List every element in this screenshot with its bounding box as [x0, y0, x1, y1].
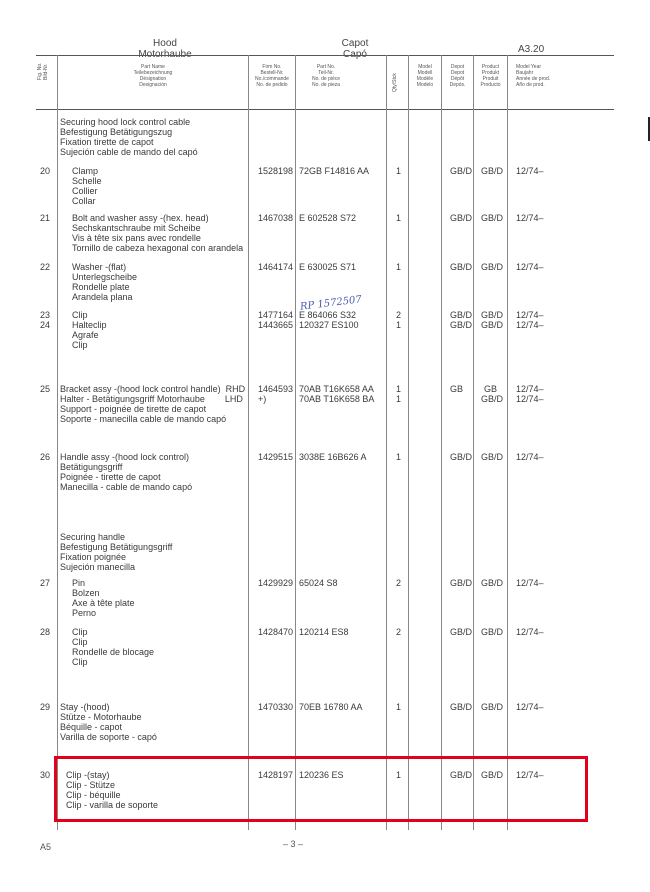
depot: GB/D: [450, 578, 473, 588]
part-name: Bracket assy -(hood lock control handle) RHD Halter - Betätigungsgriff Motorhaube LHD Support - poignée de tirette de capot Soporte - manecilla cable de mando capó: [60, 384, 246, 424]
page-number: – 3 –: [283, 839, 304, 849]
col-sep: [507, 55, 508, 830]
colhead-year: Model Year Baujahr Année de prod. Año de prod.: [516, 64, 551, 88]
quantity: 1: [396, 166, 402, 176]
part-name: Stay -(hood) Stütze - Motorhaube Béquille - capot Varilla de soporte - capó: [60, 702, 157, 742]
part-name: Clip Clip Rondelle de blocage Clip: [72, 627, 155, 667]
part-number: 120236 ES: [299, 770, 344, 780]
part-number: E 630025 S71: [299, 262, 357, 272]
part-name: Clamp Schelle Collier Collar: [72, 166, 102, 206]
section-heading: Securing handle Befestigung Betätigungsgriff Fixation poignée Sujeción manecilla: [60, 532, 173, 572]
quantity: 1: [396, 213, 402, 223]
model-year: 12/74– 12/74–: [516, 310, 544, 330]
col-sep: [248, 55, 249, 830]
part-name: Pin Bolzen Axe à tête plate Perno: [72, 578, 135, 618]
firm-number: 1467038: [258, 213, 294, 223]
part-name: Bolt and washer assy -(hex. head) Sechskantschraube mit Scheibe Vis à tête six pans avec rondelle Tornillo de cabeza hexagonal con arandela: [72, 213, 244, 253]
product: GB/D: [481, 262, 504, 272]
model-year: 12/74–: [516, 166, 544, 176]
part-number: 72GB F14816 AA: [299, 166, 370, 176]
col-sep: [473, 55, 474, 830]
model-year: 12/74–: [516, 213, 544, 223]
col-sep: [295, 55, 296, 830]
quantity: 2: [396, 578, 402, 588]
part-number: 120214 ES8: [299, 627, 349, 637]
colhead-firm: Firm No. Bestell-Nr. No./commande No. de pedido: [255, 64, 289, 88]
quantity: 2: [396, 627, 402, 637]
part-number: 70EB 16780 AA: [299, 702, 363, 712]
depot: GB/D: [450, 770, 473, 780]
section-heading: Securing hood lock control cable Befestigung Betätigungszug Fixation tirette de capot Sujeción cable de mando del capó: [60, 117, 198, 157]
part-number: 70AB T16K658 AA 70AB T16K658 BA: [299, 384, 375, 404]
title-fr-es: [300, 38, 410, 60]
product: GB/D GB/D: [481, 310, 504, 330]
fig-number: 21: [40, 213, 51, 223]
colhead-qty: Qty/Stck: [392, 73, 398, 92]
product: GB/D: [481, 770, 504, 780]
firm-number: 1429515: [258, 452, 294, 462]
part-number: 3038E 16B626 A: [299, 452, 367, 462]
title-en: Hood: [153, 38, 177, 49]
colhead-product: Product Produkt Produit Producto: [480, 64, 501, 88]
quantity: 2 1: [396, 310, 402, 330]
product: GB GB/D: [481, 384, 504, 404]
title-fr: Capot: [341, 38, 369, 49]
highlight-box: [54, 756, 588, 822]
part-name: Clip -(stay) Clip - Stütze Clip - béquille Clip - varilla de soporte: [66, 770, 159, 810]
fig-number: 25: [40, 384, 51, 394]
model-year: 12/74– 12/74–: [516, 384, 544, 404]
depot: GB/D: [450, 627, 473, 637]
col-sep: [408, 55, 409, 830]
fig-number: 20: [40, 166, 51, 176]
part-name: Clip Halteclip Agrafe Clip: [72, 310, 107, 350]
quantity: 1: [396, 770, 402, 780]
depot: GB: [450, 384, 464, 394]
depot: GB/D: [450, 166, 473, 176]
firm-number: 1429929: [258, 578, 294, 588]
model-year: 12/74–: [516, 770, 544, 780]
firm-number: 1428470: [258, 627, 294, 637]
product: GB/D: [481, 627, 504, 637]
column-header-rule: [36, 109, 614, 110]
firm-number: 1464174: [258, 262, 294, 272]
colhead-depot: Depot Depot Dépôt Depós.: [449, 64, 466, 88]
colhead-model: Model Modell Modèle Modelo: [416, 64, 434, 88]
colhead-part: Part No. Teil-Nr. No. de pièce No. de pieza: [311, 64, 341, 88]
quantity: 1: [396, 452, 402, 462]
title-en-de: [110, 38, 220, 60]
fig-number: 30: [40, 770, 51, 780]
part-name: Handle assy -(hood lock control) Betätigungsgriff Poignée - tirette de capot Manecilla - cable de mando capó: [60, 452, 193, 492]
model-year: 12/74–: [516, 452, 544, 462]
depot: GB/D: [450, 452, 473, 462]
part-number: E 602528 S72: [299, 213, 357, 223]
depot: GB/D: [450, 702, 473, 712]
col-sep: [57, 55, 58, 830]
part-name: Washer -(flat) Unterlegscheibe Rondelle plate Arandela plana: [72, 262, 138, 302]
product: GB/D: [481, 166, 504, 176]
depot: GB/D: [450, 262, 473, 272]
firm-number: 1528198: [258, 166, 294, 176]
fig-number: 22: [40, 262, 51, 272]
model-year: 12/74–: [516, 627, 544, 637]
model-year: 12/74–: [516, 578, 544, 588]
fig-number: 23 24: [40, 310, 51, 330]
handwritten-note: RP 1572507: [299, 294, 363, 313]
product: GB/D: [481, 452, 504, 462]
part-number: E 864066 S32 120327 ES100: [299, 310, 359, 330]
fig-number: 27: [40, 578, 51, 588]
model-year: 12/74–: [516, 262, 544, 272]
firm-number: 1464593 +): [258, 384, 294, 404]
firm-number: 1477164 1443665: [258, 310, 294, 330]
fig-number: 29: [40, 702, 51, 712]
part-number: 65024 S8: [299, 578, 338, 588]
model-year: 12/74–: [516, 702, 544, 712]
header-rule: [36, 55, 614, 56]
product: GB/D: [481, 213, 504, 223]
depot: GB/D GB/D: [450, 310, 473, 330]
colhead-name: Part Name Teilebezeichnung Désignation Designación: [133, 64, 173, 88]
fig-number: 28: [40, 627, 51, 637]
firm-number: 1470330: [258, 702, 294, 712]
product: GB/D: [481, 702, 504, 712]
footer-left: A5: [40, 842, 52, 852]
page-code: A3.20: [518, 44, 545, 55]
product: GB/D: [481, 578, 504, 588]
depot: GB/D: [450, 213, 473, 223]
col-sep: [386, 55, 387, 830]
quantity: 1 1: [396, 384, 402, 404]
fig-number: 26: [40, 452, 51, 462]
firm-number: 1428197: [258, 770, 294, 780]
colhead-fig: Fig. No. Bild-Nr.: [37, 62, 49, 80]
quantity: 1: [396, 702, 402, 712]
col-sep: [441, 55, 442, 830]
quantity: 1: [396, 262, 402, 272]
